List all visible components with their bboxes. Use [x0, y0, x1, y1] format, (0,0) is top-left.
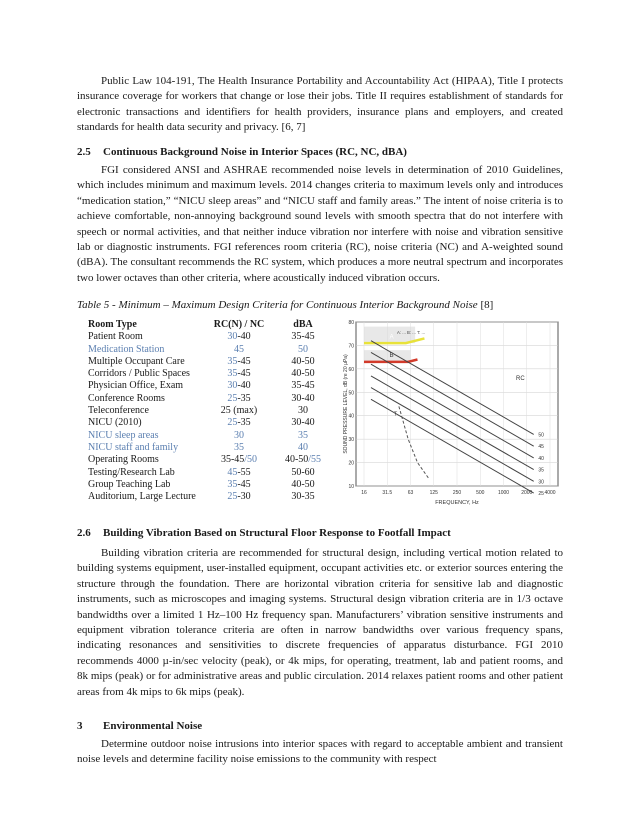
- y-tick-label: 60: [348, 366, 354, 373]
- table-row: [88, 430, 328, 442]
- table-body: [88, 331, 328, 503]
- cell-rc-nc-min: 35: [227, 368, 238, 380]
- cell-dba-range: 40-50: [284, 454, 309, 466]
- cell-room-type: Corridors / Public Spaces: [88, 368, 190, 380]
- rc-curve-value: 50: [538, 432, 544, 439]
- cell-rc-nc-max: -45: [237, 478, 251, 490]
- cell-room-type: Group Teaching Lab: [88, 478, 171, 490]
- x-tick-label: 1000: [497, 490, 510, 496]
- cell-dba: [278, 356, 328, 368]
- cell-dba: [278, 331, 328, 343]
- cell-rc-nc-max: -45: [237, 368, 251, 380]
- cell-room-type: Physician Office, Exam: [88, 380, 184, 392]
- section-number: 2.6: [77, 527, 91, 539]
- cell-dba: [278, 368, 328, 380]
- x-tick-label: 31.5: [382, 490, 393, 496]
- cell-dba-range: 40-50: [291, 478, 315, 490]
- region-b-label: B: [389, 353, 394, 360]
- section-number: 2.5: [77, 146, 91, 158]
- cell-rc-nc-min: 45: [227, 466, 238, 478]
- table-caption-text: Table 5 - Minimum – Maximum Design Criteria for Continuous Interior Background Noise: [77, 299, 478, 311]
- rc-curve-value: 35: [538, 467, 544, 474]
- cell-dba-range: 40-50: [291, 368, 315, 380]
- cell-dba: [278, 491, 328, 503]
- cell-rc-nc-min: 35: [227, 355, 238, 367]
- threshold-label: T: [393, 411, 398, 418]
- cell-room-type: Patient Room: [88, 331, 143, 343]
- region-b-fill: [364, 350, 411, 362]
- cell-rc-nc: [200, 442, 278, 454]
- chart-y-ticks: [348, 320, 354, 490]
- cell-dba-range: 30-40: [291, 417, 315, 429]
- cell-dba-range: 35-45: [291, 380, 315, 392]
- cell-rc-nc-max: -40: [237, 380, 251, 392]
- cell-rc-nc: [200, 380, 278, 392]
- paragraph-hipaa: Public Law 104-191, The Health Insurance Portability and Accountability Act (HIPAA), Title I protects insurance coverage for workers that change or lose their jobs. Title II requires establishment of standards for electronic transactions and identifiers for health providers, insurance plans and employers, and created standards for health data security and privacy. [6, 7]: [77, 75, 563, 134]
- header-rc-nc: RC(N) / NC: [213, 319, 265, 330]
- cell-room-type: Teleconference: [88, 405, 149, 417]
- rc-curve-value: 40: [538, 455, 544, 462]
- cell-room-type: Multiple Occupant Care: [88, 355, 185, 367]
- cell-dba-range: 35-45: [291, 331, 315, 343]
- x-tick-label: 125: [429, 490, 438, 496]
- y-tick-label: 30: [348, 437, 354, 444]
- x-tick-label: 250: [452, 490, 462, 496]
- section-number: 3: [77, 720, 83, 732]
- cell-rc-nc-max: 25 (max): [220, 405, 258, 417]
- y-tick-label: 20: [348, 460, 354, 467]
- cell-rc-nc-min: 25: [227, 392, 238, 404]
- paragraph-environmental-noise: Determine outdoor noise intrusions into interior spaces with regard to acceptable ambient and transient noise levels and determine facility noise emissions to the community with respect: [77, 738, 563, 766]
- cell-rc-nc-min: 35: [227, 478, 238, 490]
- table-row: [88, 491, 328, 503]
- cell-room-type: NICU staff and family: [88, 441, 179, 453]
- cell-rc-nc-max: -35: [237, 392, 251, 404]
- cell-dba: [278, 405, 328, 417]
- cell-rc-nc: [200, 393, 278, 405]
- cell-rc-nc-min: 25: [227, 417, 238, 429]
- table-caption: [77, 298, 563, 313]
- cell-dba-range: 40-50: [291, 355, 315, 367]
- table-row: [88, 479, 328, 491]
- cell-rc-nc: [200, 467, 278, 479]
- x-tick-label: 16: [361, 490, 367, 496]
- chart-x-ticks: [361, 490, 556, 496]
- section-heading-2-5: [77, 145, 563, 160]
- section-heading-2-6: [77, 526, 563, 541]
- cell-dba-range: 50: [298, 343, 308, 355]
- table-row: [88, 454, 328, 466]
- cell-rc-nc-max: -40: [237, 331, 251, 343]
- cell-room-type: Auditorium, Large Lecture: [88, 491, 196, 503]
- cell-rc-nc-min: 35: [234, 441, 244, 453]
- table-row: [88, 405, 328, 417]
- x-tick-label: 4000: [544, 490, 556, 496]
- cell-rc-nc: [200, 356, 278, 368]
- cell-rc-nc-max: -30: [237, 491, 251, 503]
- cell-rc-nc-min: 25: [227, 491, 238, 503]
- cell-dba-range: 35: [298, 429, 308, 441]
- cell-rc-nc: [200, 368, 278, 380]
- header-room-type: Room Type: [88, 319, 137, 330]
- table-row: [88, 331, 328, 343]
- table-row: [88, 417, 328, 429]
- table-row: [88, 356, 328, 368]
- cell-dba-range: 30: [298, 405, 308, 417]
- cell-rc-nc: [200, 454, 278, 466]
- cell-rc-nc: [200, 344, 278, 356]
- section-heading-3: [77, 719, 563, 734]
- cell-dba: [278, 442, 328, 454]
- cell-dba-range: 50-60: [291, 466, 315, 478]
- section-title: Building Vibration Based on Structural Floor Response to Footfall Impact: [103, 527, 451, 539]
- rc-curve-value: 25: [538, 491, 544, 498]
- y-tick-label: 80: [348, 320, 354, 326]
- cell-dba: [278, 479, 328, 491]
- cell-dba: [278, 344, 328, 356]
- cell-rc-nc-max: -35: [237, 417, 251, 429]
- table-row: [88, 380, 328, 392]
- x-tick-label: 500: [476, 490, 485, 496]
- cell-rc-nc-min: 35-45: [220, 454, 245, 466]
- x-tick-label: 63: [407, 490, 414, 496]
- cell-rc-nc-max: -45: [237, 355, 251, 367]
- table-row: [88, 442, 328, 454]
- cell-rc-nc: [200, 479, 278, 491]
- header-dba: dBA: [293, 319, 313, 330]
- table-header-row: [88, 319, 328, 331]
- cell-rc-nc-min: 45: [234, 343, 244, 355]
- x-tick-label: 2000: [521, 490, 533, 496]
- cell-dba: [278, 467, 328, 479]
- cell-rc-nc: [200, 430, 278, 442]
- table-row: [88, 368, 328, 380]
- cell-rc-nc: [200, 417, 278, 429]
- cell-dba: [278, 380, 328, 392]
- rc-curve-value: 30: [538, 479, 544, 486]
- cell-rc-nc-max: -55: [237, 466, 251, 478]
- cell-room-type: Medication Station: [88, 343, 165, 355]
- cell-rc-nc-min: 30: [227, 380, 238, 392]
- cell-dba: [278, 430, 328, 442]
- cell-rc-nc: [200, 491, 278, 503]
- cell-dba-alt: /55: [308, 454, 322, 466]
- rc-criteria-chart: [340, 318, 562, 506]
- cell-rc-nc: [200, 331, 278, 343]
- cell-room-type: NICU sleep areas: [88, 429, 159, 441]
- cell-dba: [278, 417, 328, 429]
- cell-rc-nc-min: 30: [234, 429, 244, 441]
- table-row: [88, 393, 328, 405]
- paragraph-building-vibration: Building vibration criteria are recommended for structural design, including vertical motion related to building systems equipment, user-installed equipment, occupant activities etc. or exterior sources entering the structure through the foundation. There are horizontal vibration criteria for sensitive lab and diagnostic instruments, such as microscopes and imaging systems. Structural design vibration criteria are in 1/3 octave bandwidths over a limited 1 Hz–100 Hz frequency span. Manufacturers’ vibration sensitive instruments and equipment vibration tolerance criteria are often in narrow bandwidths over various frequency spans, indicating resonances and sensitivities to discrete frequencies of apparatus disturbance. FGI 2010 recommends 4000 µ-in/sec velocity (peak), or 4k mips, for operating, treatment, lab and patient rooms, and 8k mips (peak) or for administrative areas and public circulation. 2014 relaxes patient rooms and other patient areas from 4k mips to 6k mips (peak).: [77, 547, 563, 698]
- noise-criteria-table: [88, 319, 328, 503]
- cell-dba-range: 30-35: [291, 491, 315, 503]
- y-tick-label: 50: [348, 390, 354, 397]
- cell-room-type: Conference Rooms: [88, 392, 165, 404]
- y-tick-label: 70: [348, 343, 354, 350]
- y-tick-label: 10: [348, 484, 354, 490]
- paragraph-background-noise: FGI considered ANSI and ASHRAE recommended noise levels in determination of 2010 Guidelines, which includes minimum and maximum levels. 2014 changes criteria to maximum levels only and introduces “medication station,” “NICU sleep areas” and “NICU staff and family areas.” The intent of noise criteria is to achieve comfortable, non-annoying background sound levels with smooth spectra that do not interfere with speech or normal activities, and that neither induce vibration nor interfere with noise and vibration sensitive lab or diagnostic instruments. FGI references room criteria (RC), noise criteria (NC) and A-weighted sound (dBA). The consultant recommends the RC system, which produces a more neutral spectrum and incorporates two lower octaves than other criteria, where acoustically induced vibration occurs.: [77, 164, 563, 284]
- section-title: Environmental Noise: [103, 720, 203, 732]
- cell-rc-nc-max: /50: [244, 454, 258, 466]
- cell-rc-nc: [200, 405, 278, 417]
- cell-dba: [278, 454, 328, 466]
- cell-dba-range: 30-40: [291, 392, 315, 404]
- chart-x-axis-label: FREQUENCY, Hz: [435, 500, 479, 506]
- table-row: [88, 344, 328, 356]
- cell-room-type: NICU (2010): [88, 417, 142, 429]
- cell-room-type: Testing/Research Lab: [88, 466, 175, 478]
- cell-rc-nc-min: 30: [227, 331, 238, 343]
- rc-curve-value: 45: [538, 444, 544, 451]
- chart-y-axis-label: SOUND PRESSURE LEVEL, dB (re 20 µPa): [343, 354, 349, 454]
- table-caption-ref: [8]: [480, 299, 494, 311]
- cell-dba-range: 40: [298, 441, 308, 453]
- table-row: [88, 467, 328, 479]
- section-title: Continuous Background Noise in Interior Spaces (RC, NC, dBA): [103, 146, 407, 158]
- region-a-label: A: [389, 334, 394, 341]
- chart-curve-label: RC: [516, 376, 525, 382]
- y-tick-label: 40: [348, 413, 354, 420]
- cell-dba: [278, 393, 328, 405]
- chart-legend-text: A: ... B: ... T: ...: [397, 330, 426, 335]
- cell-room-type: Operating Rooms: [88, 454, 159, 466]
